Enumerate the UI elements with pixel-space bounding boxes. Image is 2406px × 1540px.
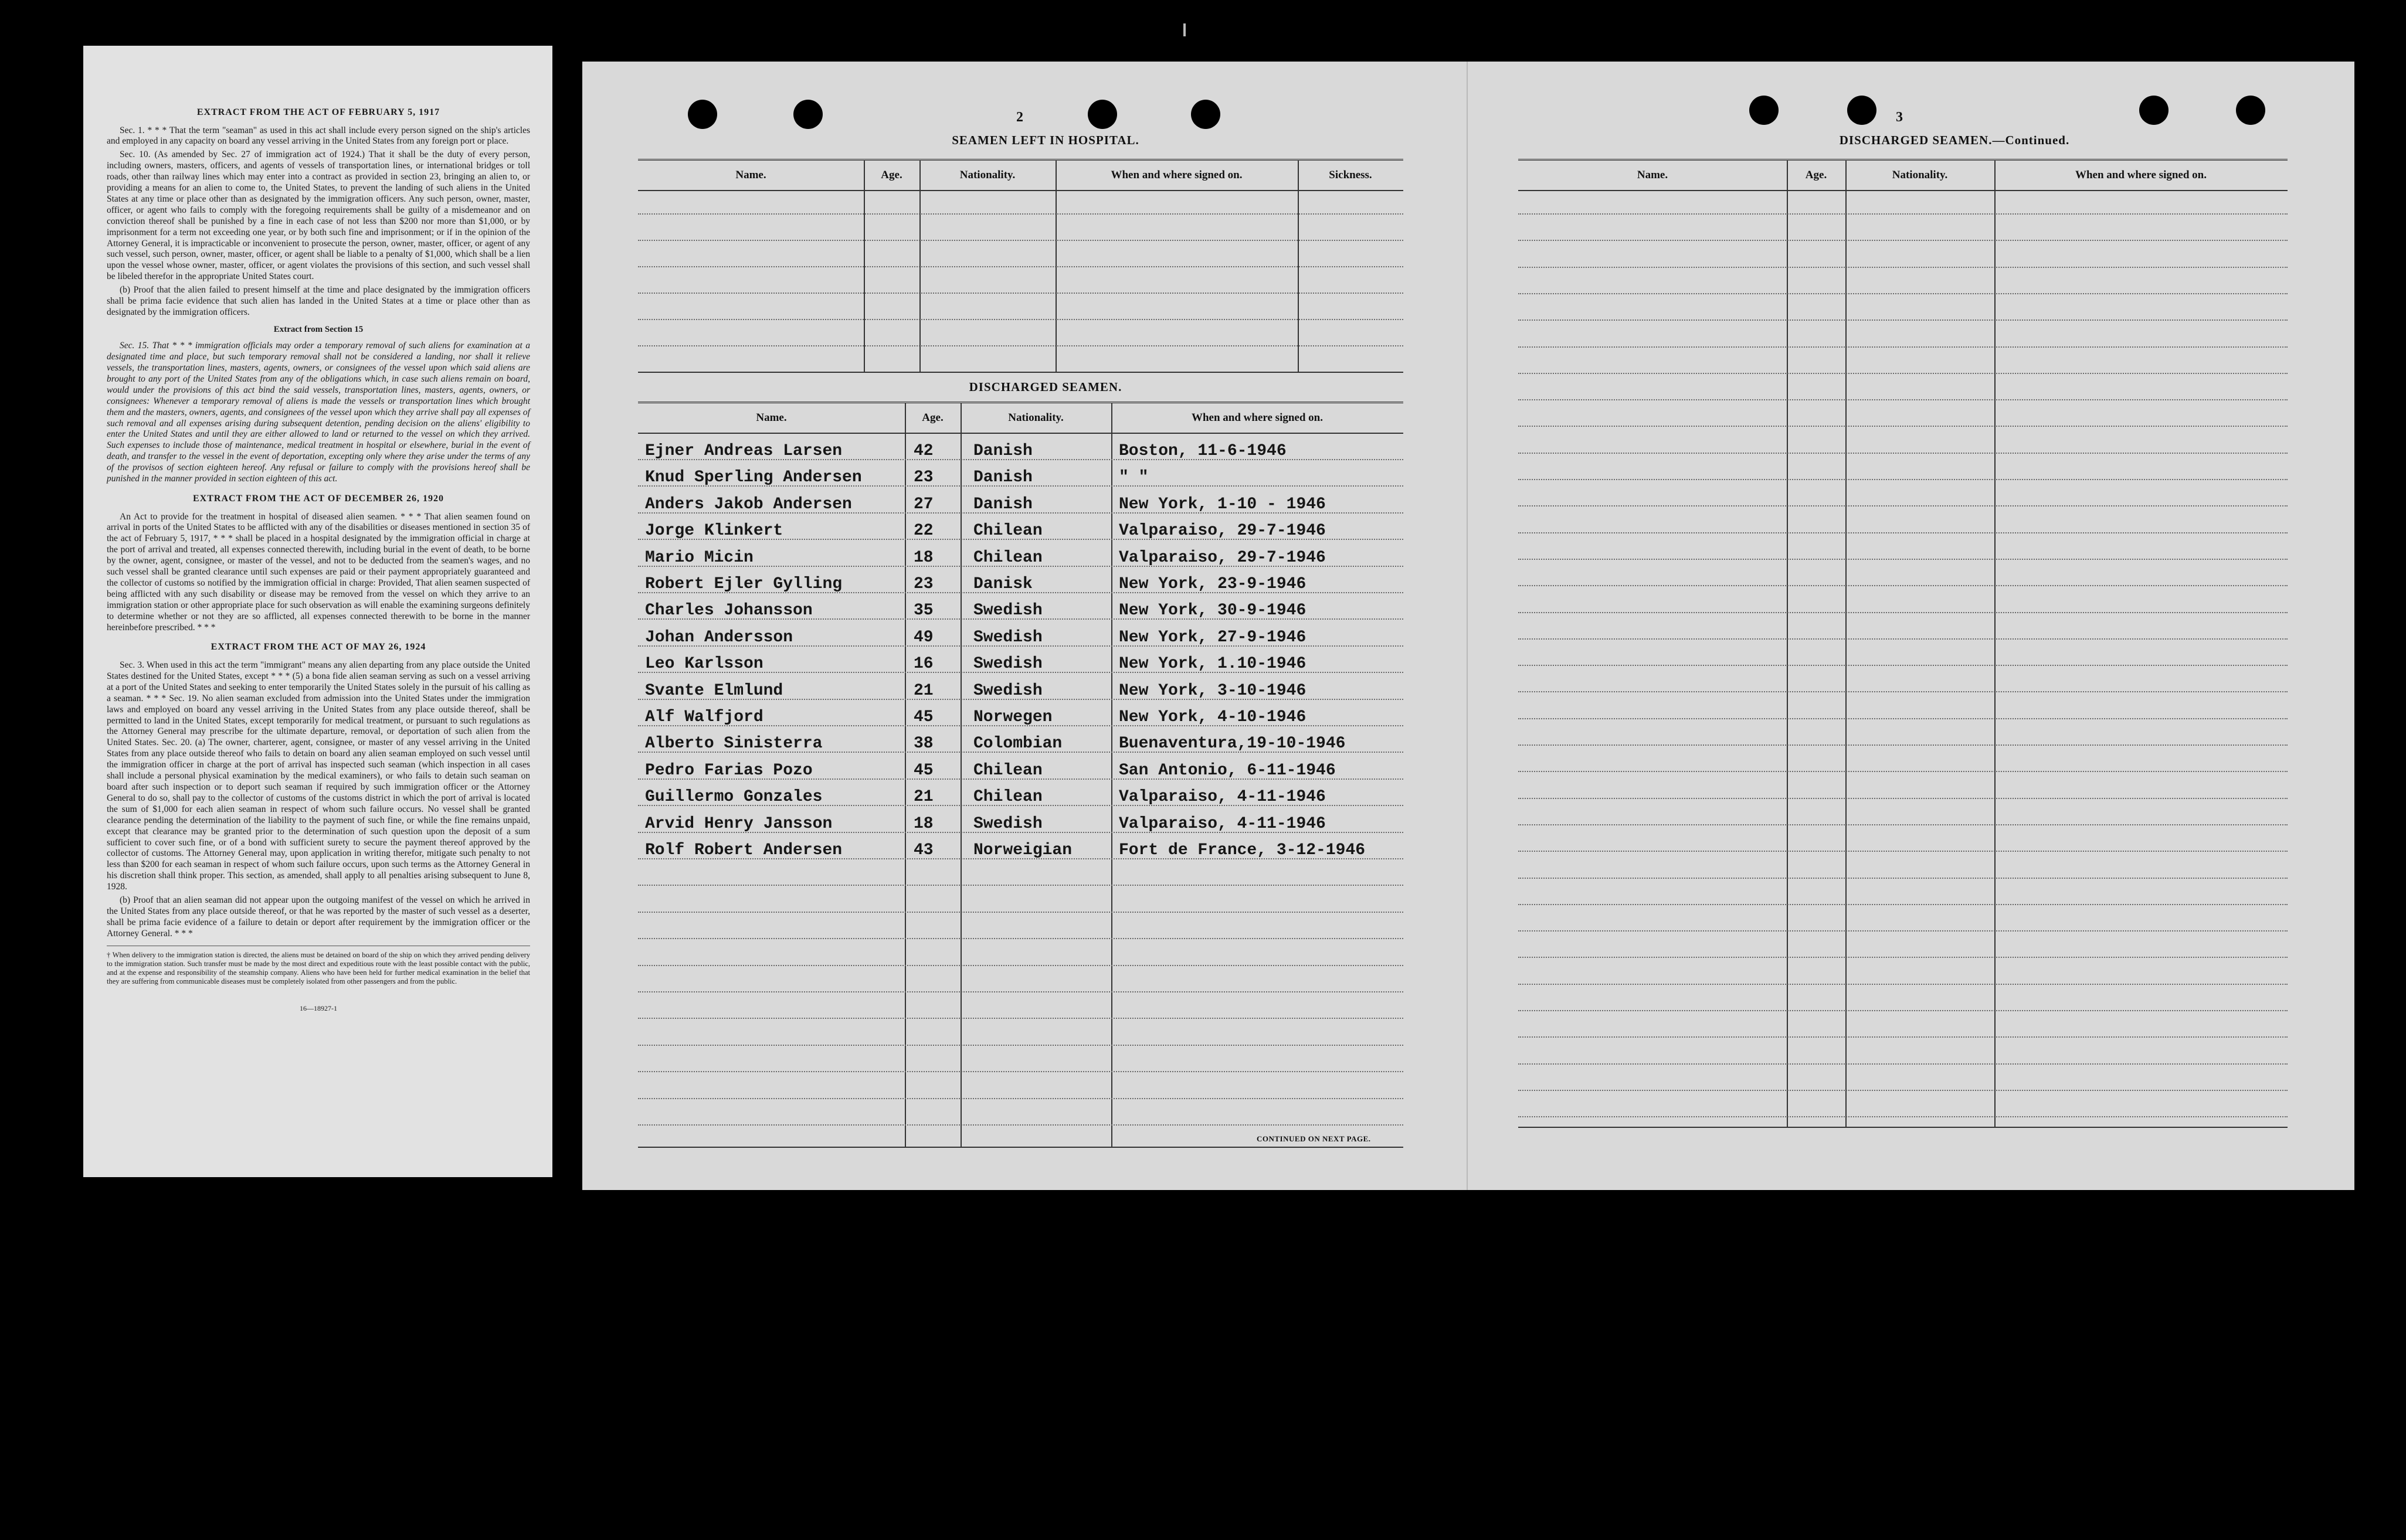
discharged-col-signed: When and where signed on.: [1191, 412, 1323, 424]
row-nationality: Swedish: [973, 814, 1043, 833]
hospital-title: SEAMEN LEFT IN HOSPITAL.: [952, 133, 1139, 147]
row-nationality: Swedish: [973, 655, 1043, 674]
row-signed: Buenaventura,19-10-1946: [1119, 735, 1346, 753]
row-name: Arvid Henry Jansson: [645, 814, 833, 833]
row-nationality: Danish: [973, 495, 1033, 514]
hospital-table: [638, 159, 1403, 373]
row-age: 49: [914, 628, 934, 647]
punch-hole: [1847, 96, 1876, 125]
extract-1920: An Act to provide for the treatment in hospital of diseased alien seamen. * * * That alien seamen found on arrival in ports of the United States to be afflicted with any of the disabilities or diseases mentioned in section 35 of the act of February 5, 1917, * * * shall be placed in a hospital designated by the immigration official in charge at the port of arrival and treated, all expenses connected therewith, including burial in the event of death, to be borne by the owner, agent, consignee, or master of the vessel, and not to be deducted from the seamen's wages, and no such vessel shall be granted clearance until such expenses are paid or their payment appropriately guaranteed and the collector of customs so notified by the immigration official in charge: Provided, That alien seamen suspected of being afflicted with any such disability or disease may be removed from the vessel on which they arrive to an immigration station or other appropriate place for such observation as will enable the examining surgeons definitely to determine whether or not they are so afflicted, all expenses connected therewith to be borne in the manner hereinbefore prescribed. * * *: [107, 511, 530, 633]
row-age: 42: [914, 442, 934, 460]
row-name: Alf Walfjord: [645, 708, 763, 726]
row-signed: Valparaiso, 29-7-1946: [1119, 522, 1326, 540]
row-nationality: Danisk: [973, 575, 1033, 593]
row-age: 21: [914, 681, 934, 700]
row-age: 45: [914, 761, 934, 780]
row-name: Charles Johansson: [645, 601, 813, 620]
extract-sec1: Sec. 1. * * * That the term "seaman" as used in this act shall include every person signed on the ship's articles and employed in any capacity on board any vessel arriving in the United States from any foreign port or place.: [107, 125, 530, 147]
page3-table-header: [1518, 161, 2288, 191]
discharged-table-header: [638, 403, 1403, 434]
row-nationality: Danish: [973, 468, 1033, 487]
row-name: Mario Micin: [645, 548, 754, 567]
discharged-col-age: Age.: [922, 412, 944, 424]
row-age: 27: [914, 495, 934, 514]
page-fold: [1467, 62, 1468, 1190]
discharged-table: [638, 402, 1403, 1148]
row-nationality: Swedish: [973, 681, 1043, 700]
row-age: 22: [914, 522, 934, 540]
punch-hole: [2236, 96, 2265, 125]
row-nationality: Chilean: [973, 522, 1043, 540]
row-signed: Valparaiso, 4-11-1946: [1119, 814, 1326, 833]
extract-sec10b: (b) Proof that the alien failed to present himself at the time and place designated by the immigration officers shall be prima facie evidence that such alien has landed in the United States at a time or place other than as designated by the immigration officers.: [107, 285, 530, 318]
film-mark: [1183, 23, 1186, 36]
punch-hole: [793, 100, 823, 129]
row-name: Pedro Farias Pozo: [645, 761, 813, 780]
row-nationality: Colombian: [973, 735, 1063, 753]
extract-title-1920: EXTRACT FROM THE ACT OF DECEMBER 26, 1920: [192, 494, 444, 504]
punch-hole: [2139, 96, 2169, 125]
hospital-col-age: Age.: [881, 169, 902, 181]
hospital-col-name: Name.: [735, 169, 766, 181]
row-nationality: Swedish: [973, 628, 1043, 647]
extract-sec10: Sec. 10. (As amended by Sec. 27 of immigration act of 1924.) That it shall be the duty of every person, including owners, masters, officers, and agents of vessels of transportation lines, or international bridges or toll roads, other than railway lines which may enter into a contract as provided in section 23, bringing an alien to, or providing a means for an alien to come to, the United States, to prevent the landing of such aliens in the United States at any time or place other than as designated by the immigration officers. Any such person, owner, master, officer, or agent who fails to comply with the foregoing requirements shall be guilty of a misdemeanor and on conviction thereof shall be punished by a fine in each case of not less than $200 nor more than $1,000, or by imprisonment for a term not exceeding one year, or by both such fine and imprisonment; or if in the opinion of the Attorney General, it is impracticable or inconvenient to prosecute the person, owner, master, officer, or agent of any such vessel, such person, owner, master, officer, or agent shall be liable to a penalty of $1,000, which shall be a lien upon the vessel whose owner, master, officer, or agent violates the provisions of this section, and such vessel shall be libeled therefor in the appropriate United States court.: [107, 149, 530, 282]
row-age: 35: [914, 601, 934, 620]
punch-hole: [688, 100, 717, 129]
row-age: 18: [914, 814, 934, 833]
manifest-sheet: [582, 62, 2354, 1190]
extract-1924b: (b) Proof that an alien seaman did not appear upon the outgoing manifest of the vessel on which he arrived in the United States from any place outside thereof, or that he was reported by the master of such vessel as a deserter, shall be prima facie evidence of a failure to detain or deport after requirement by the immigration officer or the Attorney General. * * *: [107, 895, 530, 939]
row-nationality: Chilean: [973, 788, 1043, 807]
page3-col-age: Age.: [1805, 169, 1827, 181]
row-signed: Valparaiso, 29-7-1946: [1119, 548, 1326, 567]
row-nationality: Chilean: [973, 761, 1043, 780]
row-age: 38: [914, 735, 934, 753]
row-age: 18: [914, 548, 934, 567]
legal-extract-insert: [83, 46, 552, 1177]
row-age: 43: [914, 841, 934, 859]
row-nationality: Danish: [973, 442, 1033, 460]
punch-hole: [1088, 100, 1117, 129]
page3-col-signed: When and where signed on.: [2075, 169, 2207, 181]
row-name: Ejner Andreas Larsen: [645, 442, 843, 460]
page-number-2: 2: [1016, 110, 1023, 125]
row-name: Leo Karlsson: [645, 655, 763, 674]
page3-col-name: Name.: [1637, 169, 1668, 181]
row-name: Knud Sperling Andersen: [645, 468, 862, 487]
extract-title-1917: EXTRACT FROM THE ACT OF FEBRUARY 5, 1917: [196, 107, 440, 117]
row-age: 23: [914, 468, 934, 487]
row-nationality: Swedish: [973, 601, 1043, 620]
extract-title-1924: EXTRACT FROM THE ACT OF MAY 26, 1924: [211, 642, 426, 652]
continued-note: CONTINUED ON NEXT PAGE.: [1257, 1134, 1371, 1143]
punch-hole: [1749, 96, 1779, 125]
discharged-col-name: Name.: [756, 412, 787, 424]
row-name: Robert Ejler Gylling: [645, 575, 843, 593]
hospital-col-signed: When and where signed on.: [1111, 169, 1243, 181]
row-name: Guillermo Gonzales: [645, 788, 823, 807]
page-number-3: 3: [1896, 110, 1903, 125]
hospital-table-header: [638, 161, 1403, 191]
row-signed: Fort de France, 3-12-1946: [1119, 841, 1366, 859]
row-name: Anders Jakob Andersen: [645, 495, 852, 514]
row-signed: New York, 27-9-1946: [1119, 628, 1306, 647]
row-signed: New York, 30-9-1946: [1119, 601, 1306, 620]
page3-col-nationality: Nationality.: [1892, 169, 1948, 181]
row-name: Alberto Sinisterra: [645, 735, 823, 753]
row-signed: New York, 1-10 - 1946: [1119, 495, 1326, 514]
extract-1924: Sec. 3. When used in this act the term "immigrant" means any alien departing from any place outside the United States destined for the United States, except * * * (5) a bona fide alien seaman serving as such on a vessel arriving at a port of the United States and seeking to enter temporarily the United States solely in the pursuit of his calling as a seaman. * * * Sec. 19. No alien seaman excluded from admission into the United States under the immigration laws and employed on board any vessel arriving in the United States from any place outside thereof, shall be permitted to land in the United States, except temporarily for medical treatment, or pursuant to such regulations as the Attorney General may prescribe for the ultimate departure, removal, or deportation of such alien from the United States. Sec. 20. (a) The owner, charterer, agent, consignee, or master of any vessel arriving in the United States from any place outside thereof who fails to detain on board any alien seaman employed on such vessel until the immigration officer in charge at the port of arrival has inspected such seaman (which inspection in all cases shall include a personal physical examination by the medical examiners), or who fails to detain such seaman on board after such inspection or to deport such seaman if required by such immigration officer or the Attorney General to do so, shall pay to the collector of customs of the customs district in which the port of arrival is located the sum of $1,000 for each alien seaman in respect of whom such failure occurs. No vessel shall be granted clearance pending the determination of the liability to the payment of such fine, or while the fine remains unpaid, except that clearance may be granted prior to the determination of such question upon the deposit of a sum sufficient to cover such fine, or of a bond with sufficient surety to secure the payment thereof approved by the collector of customs. The Attorney General may, upon application in writing therefor, mitigate such penalty to not less than $200 for each seaman in respect of whom such failure occurs, upon such terms as the Attorney General in his discretion shall think proper. This section, as amended, shall apply to all penalties arising subsequent to June 8, 1928.: [107, 660, 530, 892]
row-nationality: Norweigian: [973, 841, 1073, 859]
row-age: 21: [914, 788, 934, 807]
extract-sec15: Sec. 15. That * * * immigration officials may order a temporary removal of such aliens for examination at a designated time and place, but such temporary removal shall not be considered a landing, nor shall it relieve vessels, the transportation lines, masters, agents, owners, or consignees of the vessel upon which said aliens are brought to any port of the United States from any of the obligations which, in case such aliens remain on board, would under the provisions of this act bind the said vessels, transportation lines, masters, agents, owners, or consignees: Whenever a temporary removal of aliens is made the vessels or transportation lines which brought them and the masters, owners, agents, and consignees of the vessel upon which they arrive shall pay all expenses of such removal and all expenses arising during subsequent detention, pending decision on the aliens' eligibility to enter the United States and until they are either allowed to land or returned to the vessel on which they arrived. Such expenses to include those of maintenance, medical treatment in hospital or elsewhere, burial in the event of death, and transfer to the vessel in the event of deportation, excepting only where they arise under the terms of any of the provisos of section eighteen hereof. Any refusal or failure to comply with the provisions hereof shall be punished in the manner provided in section eighteen of this act.: [107, 341, 530, 484]
row-signed: New York, 1.10-1946: [1119, 655, 1306, 674]
row-signed: New York, 3-10-1946: [1119, 681, 1306, 700]
form-code: 16—18927-1: [300, 1004, 337, 1012]
discharged-title: DISCHARGED SEAMEN.: [969, 380, 1122, 394]
row-signed: San Antonio, 6-11-1946: [1119, 761, 1336, 780]
row-signed: Boston, 11-6-1946: [1119, 442, 1287, 460]
page3-title: DISCHARGED SEAMEN.—Continued.: [1839, 133, 2070, 147]
row-name: Johan Andersson: [645, 628, 793, 647]
row-age: 16: [914, 655, 934, 674]
row-name: Rolf Robert Andersen: [645, 841, 843, 859]
row-signed: " ": [1119, 468, 1149, 487]
row-signed: New York, 23-9-1946: [1119, 575, 1306, 593]
hospital-col-sickness: Sickness.: [1329, 169, 1372, 181]
row-signed: Valparaiso, 4-11-1946: [1119, 788, 1326, 807]
row-name: Jorge Klinkert: [645, 522, 783, 540]
row-nationality: Chilean: [973, 548, 1043, 567]
row-age: 45: [914, 708, 934, 726]
extract-subtitle-15: Extract from Section 15: [273, 324, 364, 334]
row-signed: New York, 4-10-1946: [1119, 708, 1306, 726]
row-nationality: Norwegen: [973, 708, 1053, 726]
row-name: Svante Elmlund: [645, 681, 783, 700]
insert-footnote: † When delivery to the immigration station is directed, the aliens must be detained on board of the ship on which they arrived pending delivery to the immigration station. Such transfer must be made by the most direct and expeditious route with the least possible contact with the public, and at the expense and responsibility of the steamship company. Aliens who have been held for further medical examination in the belief that they are suffering from communicable diseases must be completely isolated from other passengers and from the public.: [107, 946, 530, 987]
page3-discharged-table: [1518, 159, 2288, 1128]
hospital-col-nationality: Nationality.: [959, 169, 1016, 181]
punch-hole: [1191, 100, 1220, 129]
discharged-col-nationality: Nationality.: [1008, 412, 1064, 424]
row-age: 23: [914, 575, 934, 593]
